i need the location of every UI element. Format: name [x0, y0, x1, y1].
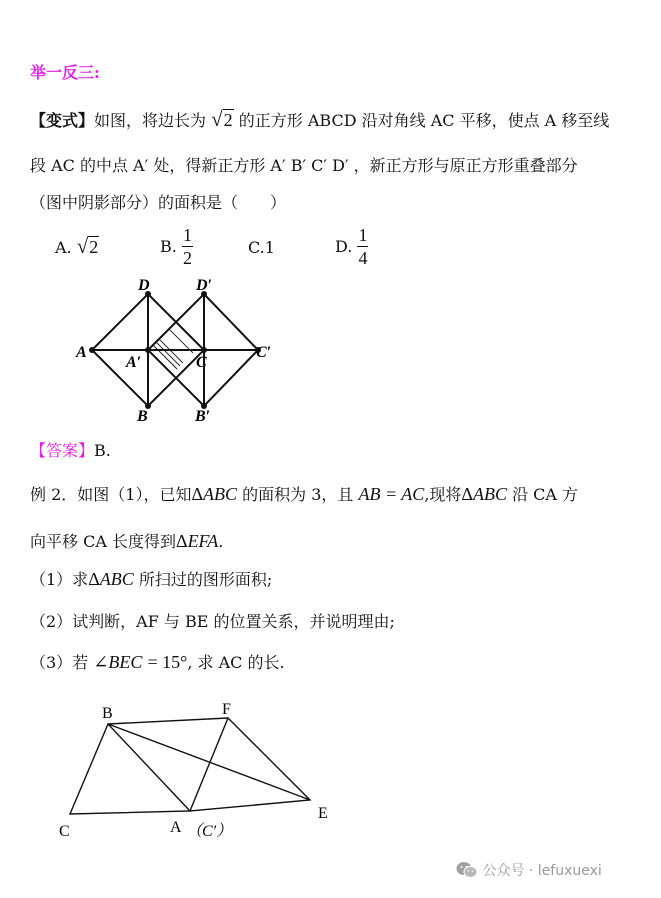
answer-tag: 【答案】: [30, 441, 95, 460]
label-c2: C: [59, 823, 70, 840]
option-a: [55, 234, 99, 259]
option-c: [248, 238, 275, 257]
label-b: B: [137, 408, 148, 425]
label-c-prime: C′: [256, 344, 272, 361]
option-b-label: B.: [160, 237, 177, 256]
label-c-prime-paren: （C′）: [186, 823, 233, 840]
label-a2: A: [170, 819, 182, 836]
triangles-figure: [0, 690, 661, 850]
variant-line-2: 段 AC 的中点 A′ 处，得新正方形 A′ B′ C′ D′ ，新正方形与原正方形重叠部分: [30, 156, 578, 175]
section-heading: 举一反三:: [30, 63, 100, 82]
variant-line-1: [30, 107, 609, 132]
ex-l1-tri2: ABC: [472, 484, 507, 504]
q1-tri: ABC: [99, 569, 134, 589]
vertex-a-prime: [145, 347, 151, 353]
option-d-label: D.: [335, 237, 353, 256]
answer-value: B.: [94, 441, 111, 460]
label-b2: B: [102, 705, 113, 722]
q3-eq: = 15°: [147, 652, 188, 672]
answer-line: [30, 438, 111, 461]
watermark-text: 公众号 · lefuxuexi: [482, 863, 602, 879]
ex-l1-c: ,现将: [424, 485, 462, 504]
variant-line1-pre: 如图，将边长为: [94, 111, 207, 130]
option-b: [160, 224, 193, 269]
question-3: [30, 650, 285, 673]
q3-b: , 求 AC 的长.: [187, 653, 285, 672]
variant-tag: 【变式】: [30, 111, 95, 130]
variant-line1-post: 的正方形 ABCD 沿对角线 AC 平移，使点 A 移至线: [238, 111, 610, 130]
label-a: A: [76, 344, 87, 361]
label-f: F: [222, 701, 231, 718]
ex-l1-delta2: Δ: [461, 484, 473, 504]
triangle-efa: [190, 718, 310, 811]
sqrt-2-inline: √2: [211, 107, 233, 131]
segment-be: [108, 724, 310, 800]
triangle-abc: [70, 724, 190, 814]
label-d: D: [138, 277, 150, 294]
ex-l2-a: 向平移 CA 长度得到: [30, 532, 176, 551]
question-2: （2）试判断，AF 与 BE 的位置关系，并说明理由;: [30, 612, 395, 631]
label-b-prime: B′: [195, 408, 211, 425]
ex-l1-a: 例 2．如图（1），已知: [30, 485, 192, 504]
option-b-fraction: $\frac{1}{2}$: [182, 225, 192, 268]
q3-angle: ∠BEC: [93, 652, 143, 672]
ex-l1-delta: Δ: [191, 484, 204, 504]
example-line-2: [30, 529, 223, 552]
option-d: [335, 224, 368, 269]
label-a-prime: A′: [126, 354, 142, 371]
ex-l1-tri: ABC: [203, 484, 238, 504]
ex-l1-d: 沿 CA 方: [512, 485, 579, 504]
wechat-icon: [456, 861, 478, 879]
vertex-c: [201, 347, 207, 353]
ex-l1-b: 的面积为 3，且: [242, 485, 354, 504]
option-c-value: 1: [264, 238, 275, 257]
ex-l2-delta: Δ: [175, 531, 188, 551]
label-e: E: [318, 805, 328, 822]
option-d-fraction: $\frac{1}{4}$: [358, 225, 368, 268]
q3-a: （3）若: [30, 653, 89, 672]
question-1: [30, 567, 272, 590]
ex-l1-eq: AB = AC: [358, 484, 425, 504]
ex-l2-tri: EFA: [187, 531, 219, 551]
q1-b: 所扫过的图形面积;: [138, 570, 273, 589]
watermark: [456, 860, 602, 880]
example-line-1: [30, 482, 578, 505]
option-a-value: √2: [76, 234, 99, 258]
q1-delta: Δ: [88, 569, 100, 589]
vertex-a: [89, 347, 95, 353]
segment-bf: [108, 718, 228, 724]
q1-a: （1）求: [30, 570, 89, 589]
option-a-label: A.: [55, 238, 72, 257]
variant-line-3: （图中阴影部分）的面积是（ ）: [30, 193, 287, 212]
label-d-prime: D′: [196, 277, 213, 294]
label-c: C: [196, 354, 207, 371]
squares-figure: [0, 270, 661, 430]
option-c-label: C.: [248, 238, 265, 257]
ex-l2-end: .: [218, 532, 224, 551]
